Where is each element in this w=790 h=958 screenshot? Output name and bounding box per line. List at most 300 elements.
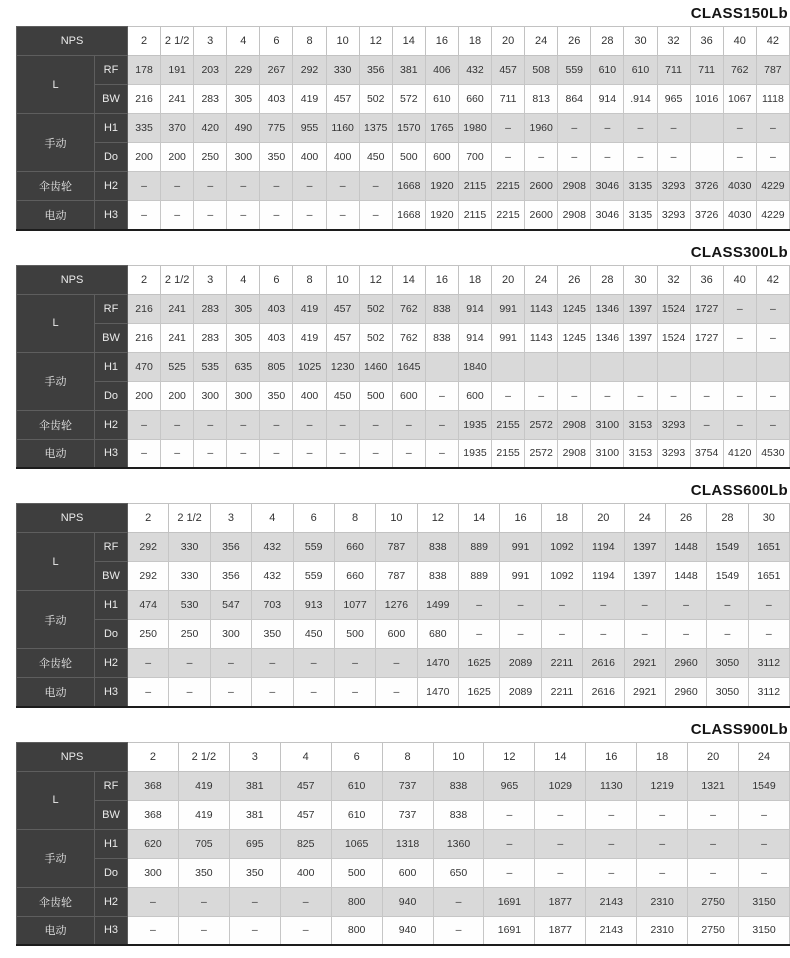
nps-size-header: 8 <box>293 27 326 56</box>
dim-cell: 600 <box>382 858 433 887</box>
dim-cell: 600 <box>392 381 425 410</box>
dim-cell: – <box>376 678 417 707</box>
dim-cell: 1549 <box>707 562 748 591</box>
row-category-label: 伞齿轮 <box>17 887 95 916</box>
row-category-label: 电动 <box>17 678 95 707</box>
dim-cell: 1448 <box>665 562 706 591</box>
dim-cell: 1448 <box>665 533 706 562</box>
table-row <box>17 56 790 85</box>
dim-cell: 4030 <box>723 172 756 201</box>
dim-cell: 864 <box>558 85 591 114</box>
dim-cell: 914 <box>458 323 491 352</box>
section-title: CLASS150Lb <box>690 5 788 22</box>
dim-cell: 2143 <box>586 916 637 945</box>
dim-cell: – <box>723 323 756 352</box>
dim-cell: – <box>586 829 637 858</box>
dim-cell: 432 <box>458 56 491 85</box>
dim-cell: – <box>128 410 161 439</box>
nps-size-header: 10 <box>376 504 417 533</box>
dim-cell: 406 <box>425 56 458 85</box>
nps-header-cell: NPS <box>17 27 128 56</box>
dim-cell: 381 <box>392 56 425 85</box>
dim-cell: – <box>748 591 789 620</box>
dim-cell: 350 <box>178 858 229 887</box>
dim-cell: 267 <box>260 56 293 85</box>
dim-cell: 3112 <box>748 678 789 707</box>
section-title: CLASS300Lb <box>690 243 788 261</box>
nps-size-header: 42 <box>756 265 789 294</box>
dim-cell: – <box>707 591 748 620</box>
row-category-label: 伞齿轮 <box>17 410 95 439</box>
dim-cell: 762 <box>392 323 425 352</box>
nps-size-header: 32 <box>657 27 690 56</box>
dim-cell: 470 <box>128 352 161 381</box>
dim-cell: 1935 <box>458 410 491 439</box>
dim-cell: 2310 <box>637 916 688 945</box>
dim-cell: – <box>723 410 756 439</box>
dim-cell: 889 <box>459 562 500 591</box>
dim-cell: – <box>128 201 161 230</box>
dim-cell: 300 <box>227 143 260 172</box>
nps-size-header: 3 <box>194 27 227 56</box>
dim-cell: 762 <box>392 294 425 323</box>
table-row <box>17 887 790 916</box>
dim-cell: 1130 <box>586 771 637 800</box>
dim-cell: 1651 <box>748 533 789 562</box>
nps-size-header: 16 <box>586 742 637 771</box>
dim-cell: 3293 <box>657 410 690 439</box>
nps-size-header: 4 <box>227 27 260 56</box>
dim-cell <box>690 114 723 143</box>
dim-cell: – <box>425 439 458 468</box>
table-row <box>17 294 790 323</box>
dim-cell: – <box>293 172 326 201</box>
dim-cell: 474 <box>128 591 169 620</box>
table-row <box>17 143 790 172</box>
dim-cell: 250 <box>169 620 210 649</box>
dim-cell: 419 <box>293 85 326 114</box>
row-key-label: RF <box>95 771 128 800</box>
dim-cell: 381 <box>229 771 280 800</box>
dim-cell: – <box>624 620 665 649</box>
dim-cell: – <box>326 201 359 230</box>
dim-cell: 1029 <box>535 771 586 800</box>
row-category-label: 电动 <box>17 201 95 230</box>
nps-size-header: 40 <box>723 27 756 56</box>
dim-cell: – <box>334 678 375 707</box>
dim-cell: – <box>624 591 665 620</box>
dim-cell: 660 <box>458 85 491 114</box>
dim-cell: 450 <box>326 381 359 410</box>
dim-cell: 559 <box>558 56 591 85</box>
dim-cell: – <box>260 201 293 230</box>
dim-cell: 300 <box>128 858 179 887</box>
dim-cell: – <box>128 649 169 678</box>
dim-cell: 2215 <box>492 172 525 201</box>
dim-cell: – <box>359 439 392 468</box>
dim-cell: – <box>756 294 789 323</box>
dim-cell: 4530 <box>756 439 789 468</box>
dim-cell: – <box>169 678 210 707</box>
dim-cell: 1625 <box>459 678 500 707</box>
table-row <box>17 201 790 230</box>
dim-cell: – <box>293 201 326 230</box>
dim-cell: – <box>739 829 790 858</box>
dim-cell: 1194 <box>583 562 624 591</box>
dim-cell: 178 <box>128 56 161 85</box>
dim-cell: – <box>558 114 591 143</box>
table-row <box>17 85 790 114</box>
dim-cell: – <box>637 829 688 858</box>
dim-cell: 1960 <box>525 114 558 143</box>
dim-cell: 1065 <box>331 829 382 858</box>
dim-cell: 292 <box>293 56 326 85</box>
dimension-table <box>16 265 790 470</box>
dim-cell: 838 <box>433 800 484 829</box>
dim-cell: – <box>624 381 657 410</box>
dimension-table <box>16 26 790 231</box>
nps-size-header: 12 <box>359 265 392 294</box>
dim-cell: 838 <box>417 533 458 562</box>
dim-cell: 914 <box>591 85 624 114</box>
row-key-label: H1 <box>95 829 128 858</box>
dim-cell: – <box>425 381 458 410</box>
dim-cell: – <box>359 410 392 439</box>
dim-cell: 1025 <box>293 352 326 381</box>
dim-cell: 1219 <box>637 771 688 800</box>
row-category-label: L <box>17 771 95 829</box>
dim-cell: – <box>739 800 790 829</box>
table-row <box>17 771 790 800</box>
nps-size-header: 24 <box>624 504 665 533</box>
dim-cell: – <box>541 591 582 620</box>
dim-cell: – <box>210 678 251 707</box>
dim-cell: 2572 <box>525 439 558 468</box>
dim-cell: 1524 <box>657 323 690 352</box>
dim-cell: – <box>756 410 789 439</box>
dim-cell: 1321 <box>688 771 739 800</box>
nps-size-header: 10 <box>326 265 359 294</box>
dim-cell: – <box>484 858 535 887</box>
dim-cell: 241 <box>161 323 194 352</box>
dim-cell: 1397 <box>624 562 665 591</box>
dim-cell: 535 <box>194 352 227 381</box>
dim-cell: 1143 <box>525 323 558 352</box>
dim-cell: 800 <box>331 887 382 916</box>
dim-cell: – <box>492 114 525 143</box>
dim-cell: – <box>583 620 624 649</box>
table-row <box>17 620 790 649</box>
nps-header-cell: NPS <box>17 504 128 533</box>
dim-cell: 4030 <box>723 201 756 230</box>
dim-cell: – <box>586 858 637 887</box>
dim-cell: 420 <box>194 114 227 143</box>
dim-cell: – <box>194 410 227 439</box>
dim-cell: – <box>392 439 425 468</box>
nps-size-header: 4 <box>280 742 331 771</box>
dim-cell: 3153 <box>624 410 657 439</box>
dim-cell: 1016 <box>690 85 723 114</box>
dim-cell: 4229 <box>756 172 789 201</box>
dim-cell: 2908 <box>558 439 591 468</box>
nps-size-header: 3 <box>210 504 251 533</box>
dim-cell: – <box>178 887 229 916</box>
dim-cell: – <box>665 591 706 620</box>
nps-size-header: 18 <box>458 265 491 294</box>
dim-cell: 525 <box>161 352 194 381</box>
class-table-section <box>16 720 790 947</box>
nps-size-header: 12 <box>484 742 535 771</box>
dim-cell: 1920 <box>425 201 458 230</box>
dim-cell: – <box>541 620 582 649</box>
dim-cell: 3100 <box>591 439 624 468</box>
dim-cell: 1727 <box>690 294 723 323</box>
section-title: CLASS600Lb <box>690 482 788 499</box>
dim-cell: 356 <box>210 562 251 591</box>
dim-cell: 350 <box>260 381 293 410</box>
dim-cell: – <box>359 201 392 230</box>
dim-cell: 3150 <box>739 916 790 945</box>
row-key-label: H3 <box>95 678 128 707</box>
dim-cell: 3046 <box>591 172 624 201</box>
dim-cell: 600 <box>458 381 491 410</box>
dim-cell: – <box>657 114 690 143</box>
dim-cell: 3293 <box>657 439 690 468</box>
row-category-label: 电动 <box>17 439 95 468</box>
dim-cell: – <box>624 114 657 143</box>
row-category-label: 伞齿轮 <box>17 172 95 201</box>
dim-cell: 3046 <box>591 201 624 230</box>
dim-cell: – <box>280 916 331 945</box>
row-category-label: 电动 <box>17 916 95 945</box>
dim-cell: 381 <box>229 800 280 829</box>
dim-cell: – <box>210 649 251 678</box>
dim-cell: – <box>433 916 484 945</box>
dim-cell: 2908 <box>558 410 591 439</box>
dim-cell: 3754 <box>690 439 723 468</box>
nps-size-header: 36 <box>690 265 723 294</box>
dim-cell: 2089 <box>500 649 541 678</box>
row-key-label: H3 <box>95 439 128 468</box>
dim-cell: 813 <box>525 85 558 114</box>
dim-cell: 4229 <box>756 201 789 230</box>
row-key-label: BW <box>95 323 128 352</box>
table-row <box>17 114 790 143</box>
dim-cell: 1318 <box>382 829 433 858</box>
dim-cell: 3726 <box>690 201 723 230</box>
dim-cell: 350 <box>252 620 293 649</box>
nps-size-header: 2 1/2 <box>161 265 194 294</box>
nps-size-header: 12 <box>359 27 392 56</box>
dim-cell <box>690 352 723 381</box>
dim-cell: 695 <box>229 829 280 858</box>
dim-cell: 703 <box>252 591 293 620</box>
nps-size-header: 14 <box>459 504 500 533</box>
dim-cell: 1360 <box>433 829 484 858</box>
dim-cell: 711 <box>492 85 525 114</box>
dim-cell: 572 <box>392 85 425 114</box>
dim-cell: 305 <box>227 323 260 352</box>
nps-size-header: 28 <box>591 265 624 294</box>
table-row <box>17 829 790 858</box>
dim-cell: – <box>293 410 326 439</box>
dim-cell: 1346 <box>591 323 624 352</box>
dim-cell: 330 <box>169 533 210 562</box>
dim-cell: 500 <box>334 620 375 649</box>
dim-cell: 350 <box>229 858 280 887</box>
dim-cell: 2155 <box>492 439 525 468</box>
dim-cell: 838 <box>417 562 458 591</box>
row-key-label: H1 <box>95 591 128 620</box>
nps-size-header: 18 <box>458 27 491 56</box>
table-row <box>17 533 790 562</box>
dim-cell: – <box>392 410 425 439</box>
dim-cell: 2960 <box>665 678 706 707</box>
dim-cell: – <box>535 858 586 887</box>
dim-cell: – <box>128 887 179 916</box>
dim-cell: 991 <box>500 533 541 562</box>
nps-header-row <box>17 27 790 56</box>
dim-cell: 559 <box>293 533 334 562</box>
table-row <box>17 172 790 201</box>
dim-cell: 292 <box>128 562 169 591</box>
dim-cell: 450 <box>293 620 334 649</box>
nps-size-header: 8 <box>382 742 433 771</box>
table-row <box>17 381 790 410</box>
dim-cell: 705 <box>178 829 229 858</box>
row-key-label: Do <box>95 858 128 887</box>
dim-cell: 3135 <box>624 201 657 230</box>
nps-size-header: 6 <box>331 742 382 771</box>
dim-cell: 1570 <box>392 114 425 143</box>
dim-cell: 2215 <box>492 201 525 230</box>
dim-cell: 283 <box>194 323 227 352</box>
row-key-label: Do <box>95 381 128 410</box>
nps-size-header: 42 <box>756 27 789 56</box>
dim-cell: 1668 <box>392 201 425 230</box>
nps-size-header: 18 <box>541 504 582 533</box>
row-category-label: 手动 <box>17 591 95 649</box>
dim-cell: – <box>128 916 179 945</box>
dim-cell: 3293 <box>657 201 690 230</box>
dim-cell: – <box>128 678 169 707</box>
dim-cell <box>425 352 458 381</box>
dim-cell: 991 <box>492 323 525 352</box>
nps-size-header: 3 <box>229 742 280 771</box>
row-key-label: RF <box>95 533 128 562</box>
row-key-label: H1 <box>95 352 128 381</box>
dim-cell: 1276 <box>376 591 417 620</box>
dim-cell: 955 <box>293 114 326 143</box>
nps-size-header: 2 <box>128 742 179 771</box>
dim-cell: 370 <box>161 114 194 143</box>
nps-size-header: 6 <box>293 504 334 533</box>
dim-cell: 432 <box>252 562 293 591</box>
dim-cell: 600 <box>376 620 417 649</box>
dim-cell: 335 <box>128 114 161 143</box>
nps-size-header: 12 <box>417 504 458 533</box>
nps-size-header: 6 <box>260 27 293 56</box>
nps-size-header: 4 <box>227 265 260 294</box>
dim-cell: 1645 <box>392 352 425 381</box>
dim-cell: – <box>227 410 260 439</box>
dim-cell: 1499 <box>417 591 458 620</box>
nps-size-header: 20 <box>492 265 525 294</box>
dim-cell: – <box>690 381 723 410</box>
dim-cell: 610 <box>624 56 657 85</box>
dim-cell <box>723 352 756 381</box>
dim-cell: 2115 <box>458 201 491 230</box>
dim-cell: – <box>624 143 657 172</box>
dim-cell: 711 <box>690 56 723 85</box>
dim-cell: 1092 <box>541 533 582 562</box>
dim-cell <box>558 352 591 381</box>
dim-cell: 660 <box>334 533 375 562</box>
dim-cell: 200 <box>161 143 194 172</box>
dim-cell: – <box>433 887 484 916</box>
dim-cell: 502 <box>359 85 392 114</box>
row-key-label: H2 <box>95 172 128 201</box>
nps-header-cell: NPS <box>17 742 128 771</box>
dim-cell: 762 <box>723 56 756 85</box>
dim-cell: 680 <box>417 620 458 649</box>
dim-cell: 3153 <box>624 439 657 468</box>
dim-cell: 913 <box>293 591 334 620</box>
row-category-label: 手动 <box>17 352 95 410</box>
dim-cell: – <box>161 201 194 230</box>
dim-cell: – <box>128 439 161 468</box>
dim-cell: 457 <box>326 294 359 323</box>
dim-cell: 530 <box>169 591 210 620</box>
dim-cell: 419 <box>293 294 326 323</box>
table-row <box>17 858 790 887</box>
dim-cell: 805 <box>260 352 293 381</box>
dim-cell: – <box>707 620 748 649</box>
dim-cell: 775 <box>260 114 293 143</box>
dim-cell: 200 <box>128 381 161 410</box>
dim-cell: 229 <box>227 56 260 85</box>
dim-cell: 1067 <box>723 85 756 114</box>
row-key-label: H3 <box>95 916 128 945</box>
nps-size-header: 18 <box>637 742 688 771</box>
dim-cell: 2572 <box>525 410 558 439</box>
dim-cell: 200 <box>128 143 161 172</box>
dim-cell: – <box>229 916 280 945</box>
dim-cell: 914 <box>458 294 491 323</box>
dim-cell: – <box>484 829 535 858</box>
dim-cell: 1077 <box>334 591 375 620</box>
dim-cell: 889 <box>459 533 500 562</box>
row-key-label: H2 <box>95 649 128 678</box>
dim-cell: 787 <box>756 56 789 85</box>
dim-cell: 737 <box>382 800 433 829</box>
dim-cell: 3050 <box>707 678 748 707</box>
nps-size-header: 14 <box>392 27 425 56</box>
dim-cell: 1935 <box>458 439 491 468</box>
dim-cell: 838 <box>433 771 484 800</box>
dim-cell: 500 <box>392 143 425 172</box>
dim-cell: 825 <box>280 829 331 858</box>
dim-cell: 241 <box>161 85 194 114</box>
dim-cell: 457 <box>280 800 331 829</box>
dim-cell: 1346 <box>591 294 624 323</box>
nps-size-header: 16 <box>425 265 458 294</box>
dim-cell: 2908 <box>558 201 591 230</box>
dimension-tables-page <box>0 4 790 946</box>
dim-cell: 500 <box>359 381 392 410</box>
dim-cell: – <box>500 591 541 620</box>
dim-cell: – <box>293 649 334 678</box>
